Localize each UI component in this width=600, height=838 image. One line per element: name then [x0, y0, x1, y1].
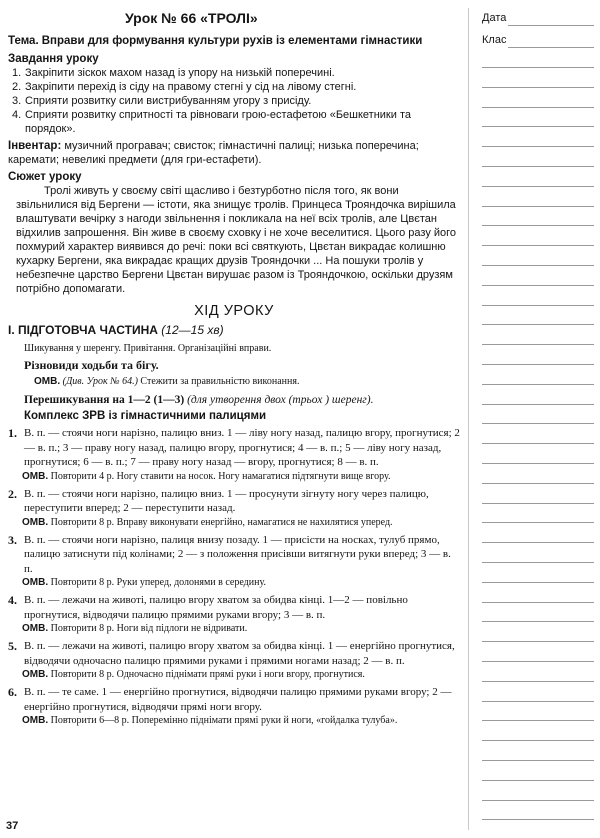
tasks-heading: Завдання уроку [8, 53, 99, 65]
notes-line [482, 107, 594, 108]
exercise-note: ОМВ. Повторити 8 р. Руки уперед, долонями в середину. [22, 577, 266, 588]
task-item: 1. Закріпити зіскок махом назад із упору на низькій поперечині. [12, 67, 335, 79]
notes-line [482, 800, 594, 801]
notes-line [482, 443, 594, 444]
notes-line [482, 740, 594, 741]
exercise-item [8, 487, 460, 516]
plot-heading: Сюжет уроку [8, 171, 82, 183]
notes-line [482, 780, 594, 781]
omb-label: ОМВ. [34, 376, 61, 387]
exercise-number: 3. [8, 532, 17, 547]
notes-line [482, 602, 594, 603]
exercise-text: В. п. — стоячи ноги нарізно, палиця внизу позаду. 1 — присісти на носках, тулуб прямо, палицю затиснути під колінами; 2 — з положення присівши витягнути руки вперед; 3 — в. п. [24, 533, 451, 575]
notes-line [482, 87, 594, 88]
exercise-item [8, 639, 460, 668]
notes-line [482, 522, 594, 523]
lesson-title: Урок № 66 «ТРОЛІ» [125, 10, 258, 26]
notes-line [482, 542, 594, 543]
rebuild-line [8, 393, 460, 407]
notes-line [482, 245, 594, 246]
notes-line [482, 720, 594, 721]
exercise-note: ОМВ. Повторити 6—8 р. Поперемінно піднімати прямі руки й ноги, «гойдалка тулуба». [22, 715, 398, 726]
notes-line [482, 463, 594, 464]
notes-line [482, 324, 594, 325]
notes-line [482, 206, 594, 207]
notes-line [482, 285, 594, 286]
exercise-text: В. п. — те саме. 1 — енергійно прогнутися, відводячи палицю прямими руками вгору; 2 — енергійно прогнутися, відводячи прямі ноги вгору. [24, 686, 452, 713]
exercise-note: ОМВ. Повторити 4 р. Ногу ставити на носок. Ногу намагатися підтягнути вище вгору. [22, 470, 391, 482]
exercise-number: 2. [8, 486, 17, 501]
course-heading: ХІД УРОКУ [194, 303, 274, 319]
exercise-text: В. п. — стоячи ноги нарізно, палицю вниз. 1 — ліву ногу назад, палицю вгору, прогнутися; 2 — в. п.; 3 — праву ногу назад, палицю вгору, прогнутися; 4 — в. п.; 5 — ліву ногу назад, прогнутися; 6 — в. п.; 7 — праву ногу назад — вгору, прогнутися; 8 — в. п. [24, 427, 460, 468]
notes-line [482, 384, 594, 385]
part1-body [8, 342, 460, 407]
notes-line [482, 146, 594, 147]
lesson-content [8, 34, 460, 728]
notes-line [482, 681, 594, 682]
rebuild-bold: Перешикування на 1—2 (1—3) [24, 394, 185, 406]
notes-line [482, 641, 594, 642]
exercise-number: 5. [8, 639, 17, 653]
task-item: 4. Сприяти розвитку спритності та рівноваги грою-естафетою «Бешкетники та порядок». [12, 109, 411, 135]
page-number: 37 [6, 820, 19, 832]
tasks-list [8, 66, 460, 136]
notes-line [482, 819, 594, 820]
class-label: Клас [482, 34, 507, 46]
notes-line [482, 661, 594, 662]
exercise-text: В. п. — стоячи ноги нарізно, палицю вниз. 1 — просунути зігнуту ногу через палицю, переступити вперед; 2 — переступити назад. [24, 487, 429, 514]
exercise-number: 1. [8, 426, 17, 440]
date-line [508, 25, 594, 26]
notes-line [482, 701, 594, 702]
inventory-label: Інвентар: [8, 140, 62, 152]
omb-ref: (Див. Урок № 64.) [62, 376, 138, 387]
notes-line [482, 483, 594, 484]
notes-line [482, 562, 594, 563]
theme-text: Вправи для формування культури рухів із елементами гімнастики [41, 35, 423, 47]
notes-line [482, 582, 594, 583]
part1-omb [8, 375, 460, 389]
notes-line [482, 126, 594, 127]
notes-line [482, 305, 594, 306]
date-label: Дата [482, 12, 507, 24]
task-item: 3. Сприяти розвитку сили вистрибуванням угору з присіду. [12, 95, 312, 107]
notes-line [482, 404, 594, 405]
exercise-note: ОМВ. Повторити 8 р. Вправу виконувати енергійно, намагатися не нахилятися уперед. [22, 516, 393, 528]
exercise-text: В. п. — лежачи на животі, палицю вгору хватом за обидва кінці. 1 — енергійно прогнутися, відводячи одночасно палицю прямими руками і прямими ногами назад; 2 — в. п. [24, 640, 455, 667]
notes-line [482, 166, 594, 167]
notes-line [482, 621, 594, 622]
part1-label: І. ПІДГОТОВЧА ЧАСТИНА [8, 323, 158, 337]
exercises-list [8, 426, 460, 728]
omb-text: Стежити за правильністю виконання. [140, 376, 300, 387]
class-line [508, 47, 594, 48]
theme-label: Тема. [8, 35, 39, 47]
exercise-note: ОМВ. Повторити 8 р. Одночасно піднімати прямі руки і ноги вгору, прогнутися. [22, 669, 365, 680]
exercise-item [8, 593, 460, 622]
task-item: 2. Закріпити перехід із сіду на правому стегні у сід на лівому стегні. [12, 81, 357, 93]
inventory [8, 139, 460, 167]
complex-heading: Комплекс ЗРВ із гімнастичними палицями [24, 410, 267, 422]
walk-heading: Різновиди ходьби та бігу. [24, 358, 159, 372]
notes-line [482, 265, 594, 266]
theme-line [8, 34, 460, 48]
notes-line [482, 67, 594, 68]
notes-line [482, 503, 594, 504]
part1-time: (12—15 хв) [161, 323, 224, 337]
exercise-item [8, 426, 460, 470]
part1-heading [8, 323, 460, 337]
exercise-item [8, 533, 460, 577]
notes-line [482, 225, 594, 226]
inventory-text: музичний програвач; свисток; гімнастичні палиці; низька поперечина; каремати; невеликі предмети (для гри-естафети). [8, 140, 419, 166]
exercise-note: ОМВ. Повторити 8 р. Ноги від підлоги не відривати. [22, 623, 248, 634]
notes-line [482, 760, 594, 761]
notes-column-separator [468, 8, 469, 830]
notes-line [482, 364, 594, 365]
rebuild-italic: (для утворення двох (трьох ) шеренг). [187, 394, 374, 406]
plot-text: Тролі живуть у своєму світі щасливо і безтурботно після того, як вони звільнилися від Бергени — істоти, яка знищує тролів. Принцеса Трояндочка вирішила влаштувати вечірку з нагоди звільнення і покликала на неї всіх тролів, але Цвєтан відхилив запрошення. Він живе в своєму сховку і не хоче веселитися. Цього разу його похмурий характер виявився до речі: поки всі святкують, Цвєтан викрадає колишню кухарку Бергени, яка викрадає кращих друзів Трояндочки ... На пошуки тролів у небезпечне царство Бергени Цвєтан вирушає разом із Трояндочкою, оскільки друзям потрібно допомагати. [16, 185, 457, 295]
notes-line [482, 186, 594, 187]
exercise-text: В. п. — лежачи на животі, палицю вгору хватом за обидва кінці. 1—2 — повільно прогнутися, відводячи палицю прямими руками вгору; 3 — в. п. [24, 594, 408, 621]
exercise-number: 6. [8, 685, 17, 699]
exercise-number: 4. [8, 593, 17, 607]
part1-line1: Шикування у шеренгу. Привітання. Організаційні вправи. [24, 343, 272, 354]
notes-line [482, 423, 594, 424]
exercise-item [8, 685, 460, 714]
notes-line [482, 344, 594, 345]
